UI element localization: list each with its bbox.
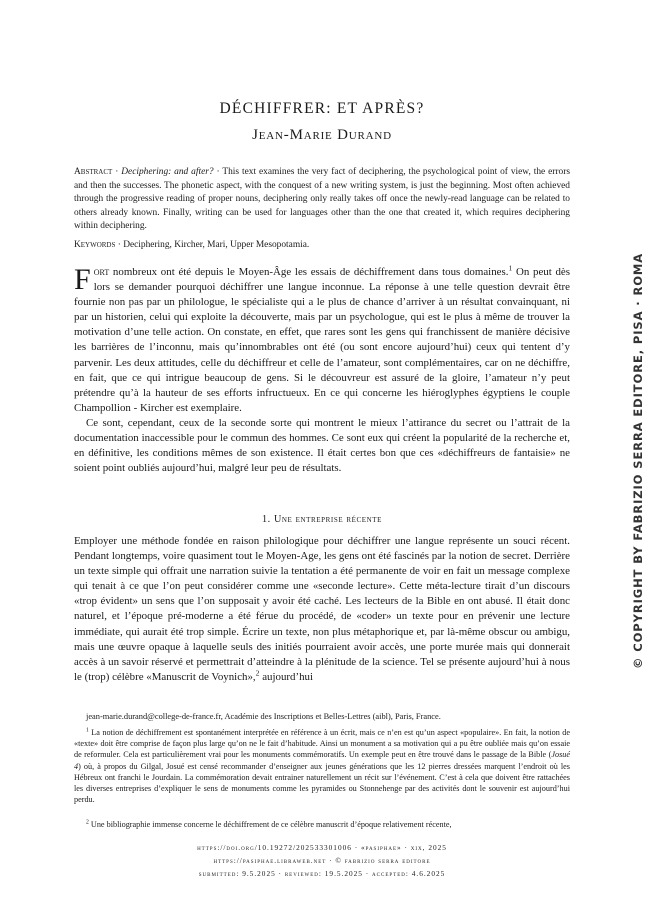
footnote-ref-1[interactable]: 1 <box>508 263 513 273</box>
drop-cap: F <box>74 263 91 296</box>
intro-section <box>74 265 570 476</box>
abstract <box>74 166 570 234</box>
author-affiliation: jean-marie.durand@college-de-france.fr, Académie des Inscriptions et Belles-Lettres (aibl), Paris, France. <box>86 712 441 721</box>
paragraph-2: Ce sont, cependant, ceux de la seconde sorte qui montrent le mieux l’attirance du secret ou l’attrait de la documentation inaccessible pour le commun des hommes. Ce sont eux qui créent la popularité de la recherche et, en définitive, les conditions mêmes de son existence. Il était certes bon que ces «déchiffreurs de fantaisie» ne soient point oubliés aujourd’hui, malgré leur peu de résultats. <box>74 416 570 475</box>
paragraph-1-continued: On peut dès lors se demander pourquoi déchiffrer une langue inconnue. La réponse à une telle question devrait être fournie non pas par un philologue, le spécialiste qui a le plus de chance d’arriver à un résultat convainquant, ni par un historien, celui qui exploite la découverte, mais par un psychologue, qui est le plus à même de trouver la motivation d’une telle action. On constate, en effet, que rares sont les gens qui franchissent de manière décisive les barrières de l’inconnu, mais qu’innombrables ont été (ou sont encore aujourd’hui) ceux qui tentent d’y parvenir. Les deux attitudes, celle du déchiffreur et celle de l’amateur, sont complémentaires, car on ne déchiffre, en fait, que ce qui intrigue beaucoup de gens. Si le découvreur est assuré de la gloire, l’amateur n’y peut prétendre qu’à la hauteur de ses efforts infructueux. En ce qui concerne les hiéroglyphes égyptiens le couple Champollion - Kircher est exemplaire. <box>74 266 570 414</box>
footer-doi[interactable]: https://doi.org/10.19272/202533301006 · «pasiphae» · xix, 2025 <box>197 843 447 852</box>
footnote-1-text-a: La notion de déchiffrement est spontanément interprétée en référence à un écrit, mais ce n’en est qu’un aspect «populaire». En fait, la notion de «texte» doit être comprise de façon plus large qu’on ne le fait d’habitude. Ainsi un monument a sa motivation qui a pu être oubliée mais qu’on essaie de reformuler. Cela est particulièrement vrai pour les monuments commémoratifs. Un exemple peut en être trouvé dans le passage de la Bible ( <box>74 728 570 760</box>
footnote-1-text-b: ) où, à propos du Gilgal, Josué est censé recommander d’enseigner aux jeunes générations que les 12 pierres dressées marquent l’endroit où les Hébreux ont franchi le Jourdain. La commémoration devait entrainer naturellement un récit sur l’événement. C’est à cela que doivent être rattachées les diverses entreprises d’expliquer le sens de monuments comme les pyramides ou Stonnehenge par des activités dont le souvenir est aujourd’hui perdu. <box>74 761 570 805</box>
section-1-paragraph <box>74 534 570 685</box>
abstract-separator: · <box>112 167 122 177</box>
footer-website[interactable]: https://pasiphae.libraweb.net · © fabrizio serra editore <box>213 856 431 865</box>
section-1-tail: aujourd’hui <box>259 670 314 683</box>
footnote-1 <box>74 727 570 805</box>
footnote-1-italic: Josué 4 <box>74 750 570 771</box>
footer-dates: submitted: 9.5.2025 · reviewed: 19.5.2025 · accepted: 4.6.2025 <box>198 869 446 878</box>
keywords <box>74 239 570 252</box>
abstract-text: · This text examines the very fact of deciphering, the psychological point of view, the errors and then the successes. The phonetic aspect, with the conquest of a new writing system, is just the beginning. Most often achieved through the progressive reading of proper nouns, deciphering only really takes off once the newly-read language can be related to others already known. Finally, writing can be used for languages other than the one that created it, which requires deciphering within deciphering. <box>74 167 570 232</box>
section-1-body <box>74 534 570 685</box>
keywords-text: · Deciphering, Kircher, Mari, Upper Mesopotamia. <box>115 240 310 250</box>
paragraph-1 <box>74 265 570 416</box>
keywords-label: Keywords <box>74 240 116 250</box>
first-word: ort <box>93 266 110 278</box>
section-heading: 1. Une entreprise récente <box>261 514 383 525</box>
article-title: DÉCHIFFRER: ET APRÈS? <box>219 100 425 117</box>
abstract-title: Deciphering: and after? <box>121 167 214 177</box>
paragraph-1-text: nombreux ont été depuis le Moyen-Âge les essais de déchiffrement dans tous domaines. <box>109 266 509 278</box>
footnote-2 <box>74 819 570 830</box>
footnote-1-mark: 1 <box>86 727 89 734</box>
footnote-ref-2[interactable]: 2 <box>255 668 260 678</box>
author-name: Jean-Marie Durand <box>252 127 392 143</box>
footnote-2-mark: 2 <box>86 819 89 826</box>
copyright-notice: © COPYRIGHT BY FABRIZIO SERRA EDITORE, PISA · ROMA <box>631 252 645 670</box>
abstract-label: Abstract <box>74 167 113 177</box>
footnote-2-text: Une bibliographie immense concerne le déchiffrement de ce célèbre manuscrit d’époque relativement récente, <box>88 820 452 829</box>
section-1-text: Employer une méthode fondée en raison philologique pour déchiffrer une langue représente un souci récent. Pendant longtemps, voire quasiment tout le Moyen-Age, les gens ont été fascinés par la notion de secret. Derrière un texte simple qui offrait une narration suivie la tentation a été permanente de voir en fait un message complexe qui tenait à ce que l’on peut considérer comme une «seconde lecture». Cette méta-lecture tirait d’un discours «trop évident» un sens que l’on supposait y avoir été caché. Les lecteurs de la Bible en ont abusé. Il était donc naturel, et l’époque pré-moderne a été férue du procédé, de «coder» un texte pour en prévenir une lecture immédiate, qui aurait été trop simple. Écrire un texte, non plus métaphorique et, par là-même obscur ou ambigu, mais une œuvre opaque à laquelle seuls des initiés pourraient avoir accès, une porte murée mais qui donnerait accès à un savoir réservé et permettrait d’atteindre à la plénitude de la science. Tel se présente aujourd’hui à nous le (trop) célèbre «Manuscrit de Voynich», <box>74 535 570 683</box>
